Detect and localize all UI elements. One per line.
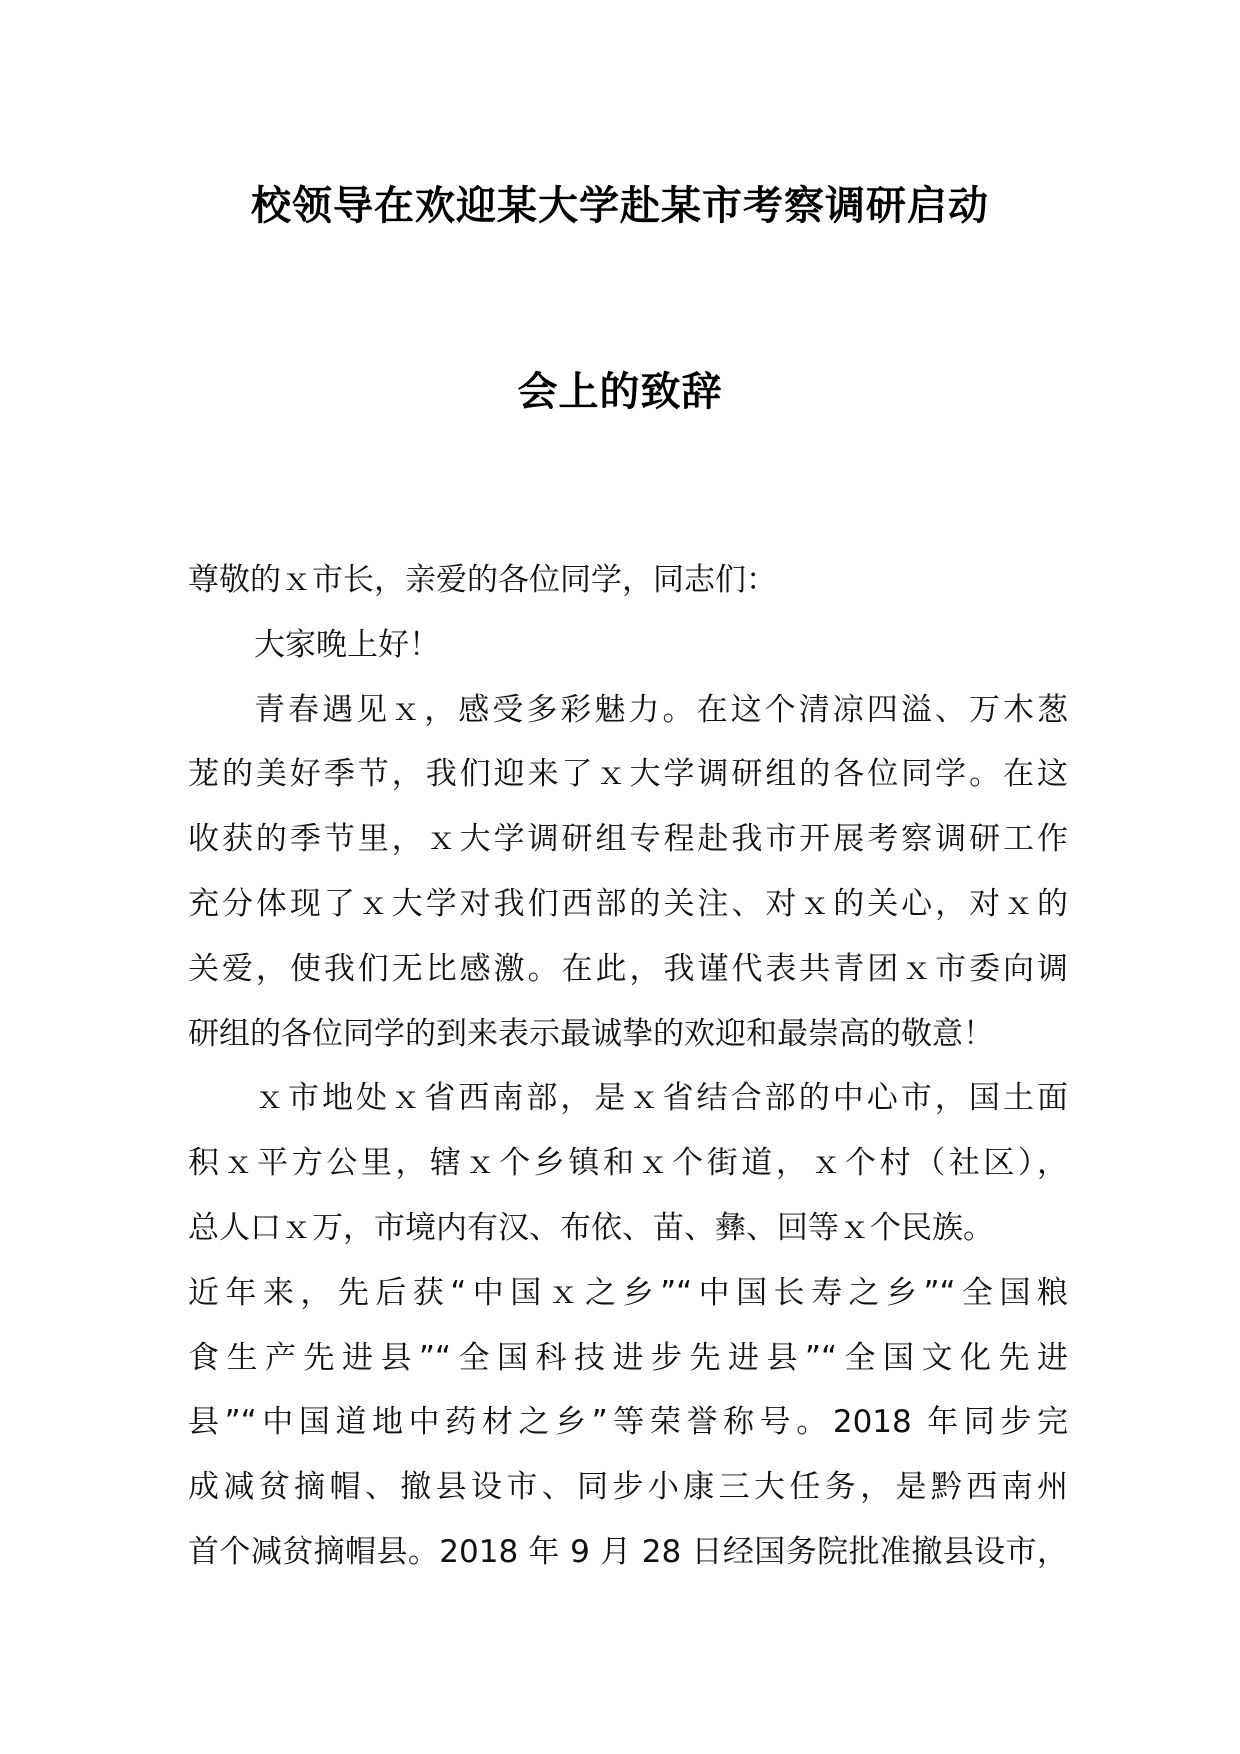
salutation-line: 尊敬的ｘ市长，亲爱的各位同学，同志们： [188,562,777,598]
paragraph-line: ｘ市地处ｘ省西南部，是ｘ省结合部的中心市，国土面 [254,1080,1068,1117]
paragraph-line: 县”“中国道地中药材之乡”等荣誉称号。2018 年同步完 [188,1404,1068,1441]
paragraph-line: 青春遇见ｘ，感受多彩魅力。在这个清凉四溢、万木葱 [254,691,1068,728]
document-title-line-2: 会上的致辞 [517,369,723,415]
paragraph-line: 首个减贫摘帽县。2018 年 9 月 28 日经国务院批准撤县设市， [188,1533,1068,1570]
greeting-line: 大家晚上好！ [254,626,440,663]
paragraph-line: 食生产先进县”“全国科技进步先进县”“全国文化先进 [188,1339,1068,1376]
paragraph-line: 关爱，使我们无比感激。在此，我谨代表共青团ｘ市委向调 [188,950,1068,987]
paragraph-line: 茏的美好季节，我们迎来了ｘ大学调研组的各位同学。在这 [188,756,1068,793]
paragraph-line: 近年来，先后获“中国ｘ之乡”“中国长寿之乡”“全国粮 [188,1274,1068,1311]
paragraph-line: 充分体现了ｘ大学对我们西部的关注、对ｘ的关心，对ｘ的 [188,885,1068,922]
paragraph-line: 收获的季节里，ｘ大学调研组专程赴我市开展考察调研工作 [188,821,1068,858]
paragraph-line: 积ｘ平方公里，辖ｘ个乡镇和ｘ个街道，ｘ个村（社区）， [188,1145,1068,1182]
paragraph-line: 总人口ｘ万，市境内有汉、布依、苗、彝、回等ｘ个民族。 [188,1209,994,1246]
paragraph-line: 研组的各位同学的到来表示最诚挚的欢迎和最崇高的敬意！ [188,1015,994,1052]
document-body [188,548,1068,1585]
document-title-line-1: 校领导在欢迎某大学赴某市考察调研启动 [251,183,989,229]
paragraph-line: 成减贫摘帽、撤县设市、同步小康三大任务，是黔西南州 [188,1469,1068,1506]
